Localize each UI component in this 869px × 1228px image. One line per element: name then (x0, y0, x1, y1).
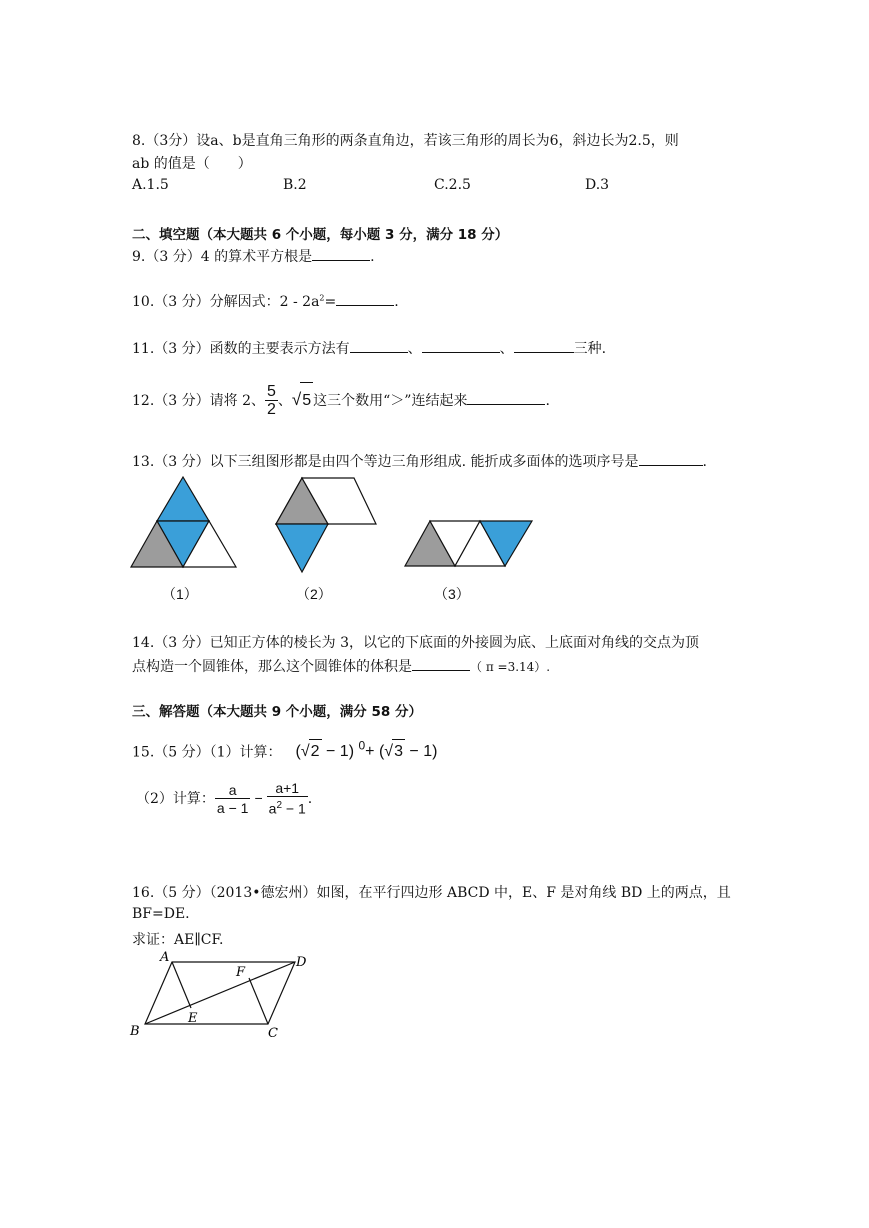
q10 (132, 291, 399, 311)
q13-figure-2 (272, 474, 380, 578)
q15-f2-den-exp: 2 (276, 800, 282, 812)
q11-blank-3[interactable] (514, 338, 574, 353)
q11-sep1: 、 (407, 341, 422, 357)
q13-text: 13.（3 分）以下三组图形都是由四个等边三角形组成. 能折成多面体的选项序号是 (132, 454, 639, 470)
q9 (132, 246, 375, 266)
q11 (132, 338, 606, 358)
fig2-blue (276, 524, 328, 572)
q15-f1-num: a (215, 782, 251, 799)
section3-title: 三、解答题（本大题共 9 个小题，满分 58 分） (132, 704, 422, 720)
q15-part2-prefix: （2）计算： (136, 791, 215, 807)
q16-line1: 16.（5 分）（2013•德宏州）如图，在平行四边形 ABCD 中，E、F 是对角线 BD 上的两点，且 (132, 885, 731, 901)
segment-ae (172, 962, 191, 1008)
q15-part1-prefix: 15.（5 分）（1）计算： (132, 744, 282, 761)
q13-figure-3 (403, 517, 537, 569)
fig1-top-triangle (157, 477, 209, 521)
q12-comma: 、 (277, 393, 292, 409)
q13-label-3: （3） (434, 586, 470, 602)
q15-expr1-b: − 1) (326, 743, 355, 761)
q12 (132, 382, 550, 419)
q10-eq: = (324, 294, 337, 310)
q12-sqrt-sign: √ (291, 390, 302, 409)
q15-f2-num: a+1 (267, 780, 308, 797)
q9-text: 9.（3 分）4 的算术平方根是 (132, 249, 313, 265)
q15-minus: − (254, 790, 263, 806)
q15-f2-den-a: a (268, 800, 277, 817)
q15-sqrt3-value: 3 (392, 739, 405, 764)
q14-answer-blank[interactable] (412, 656, 470, 671)
point-e: E (188, 1011, 198, 1026)
point-a: A (160, 950, 170, 965)
q10-answer-blank[interactable] (336, 291, 394, 306)
q12-frac-den: 2 (266, 400, 276, 418)
segment-cf (249, 978, 268, 1024)
q15-f1-den: a − 1 (216, 799, 249, 816)
q15-f2-den-b: − 1 (285, 800, 306, 817)
q15-end: . (307, 791, 313, 807)
q8-line2: ab 的值是（ ） (132, 156, 252, 172)
q10-text: 10.（3 分）分解因式：2 - 2a (132, 294, 320, 310)
q10-sup: 2 (319, 293, 325, 303)
q12-prefix: 12.（3 分）请将 2、 (132, 393, 265, 409)
q15-sqrt2-value: 2 (309, 739, 322, 764)
q11-text: 11.（3 分）函数的主要表示方法有 (132, 341, 350, 357)
point-c: C (268, 1026, 278, 1040)
q16-line3: 求证：AE∥CF. (132, 932, 224, 948)
q14-pi: （ π =3.14）. (470, 660, 551, 674)
q15-paren-open: ( (295, 743, 301, 761)
q15-plus: + ( (365, 743, 385, 761)
q14-line1: 14.（3 分）已知正方体的棱长为 3，以它的下底面的外接圆为底、上底面对角线的交点为顶 (132, 635, 699, 651)
q8-line1: 8.（3分）设a、b是直角三角形的两条直角边，若该三角形的周长为6，斜边长为2.5，则 (132, 133, 679, 149)
q12-end: . (545, 393, 550, 409)
q15-part1 (132, 734, 437, 764)
q11-sep2: 、 (499, 341, 514, 357)
point-d: D (296, 955, 307, 970)
q9-answer-blank[interactable] (312, 246, 370, 261)
q8-option-c: C.2.5 (434, 177, 471, 193)
q16-parallelogram-figure (126, 948, 316, 1040)
q8-option-a: A.1.5 (132, 177, 169, 193)
q13-end: . (702, 454, 707, 470)
point-f: F (236, 965, 246, 980)
q14-line2-text: 点构造一个圆锥体，那么这个圆锥体的体积是 (132, 659, 412, 675)
q13 (132, 451, 707, 471)
q12-answer-blank[interactable] (467, 390, 545, 405)
q15-expr1-c: − 1) (409, 743, 438, 761)
q13-label-1: （1） (162, 586, 198, 602)
q10-end: . (394, 294, 399, 310)
q11-blank-2[interactable] (422, 338, 500, 353)
q8-option-b: B.2 (283, 177, 307, 193)
q15-sqrt2-sign: √ (300, 743, 310, 761)
q15-sqrt3-sign: √ (384, 743, 394, 761)
q15-part2 (136, 778, 312, 819)
q13-answer-blank[interactable] (639, 451, 703, 466)
section2-title: 二、填空题（本大题共 6 个小题，每小题 3 分，满分 18 分） (132, 227, 509, 243)
q15-fraction-2 (267, 780, 308, 818)
q14-line2 (132, 656, 550, 676)
q11-blank-1[interactable] (350, 338, 408, 353)
q15-exponent: 0 (358, 739, 366, 753)
q13-label-2: （2） (296, 586, 332, 602)
q9-end: . (370, 249, 375, 265)
point-b: B (130, 1024, 140, 1039)
q12-frac-num: 5 (266, 382, 276, 400)
q15-fraction-1 (215, 782, 251, 817)
q12-fraction (265, 384, 278, 419)
q13-figure-1 (128, 474, 242, 570)
q11-end: 三种. (573, 341, 607, 357)
q12-sqrt-value: 5 (300, 382, 313, 419)
q15-f2-den (267, 797, 308, 818)
q12-suffix: 这三个数用“＞”连结起来 (313, 393, 468, 409)
q16-line2: BF=DE. (132, 906, 190, 922)
q8-option-d: D.3 (585, 177, 610, 193)
